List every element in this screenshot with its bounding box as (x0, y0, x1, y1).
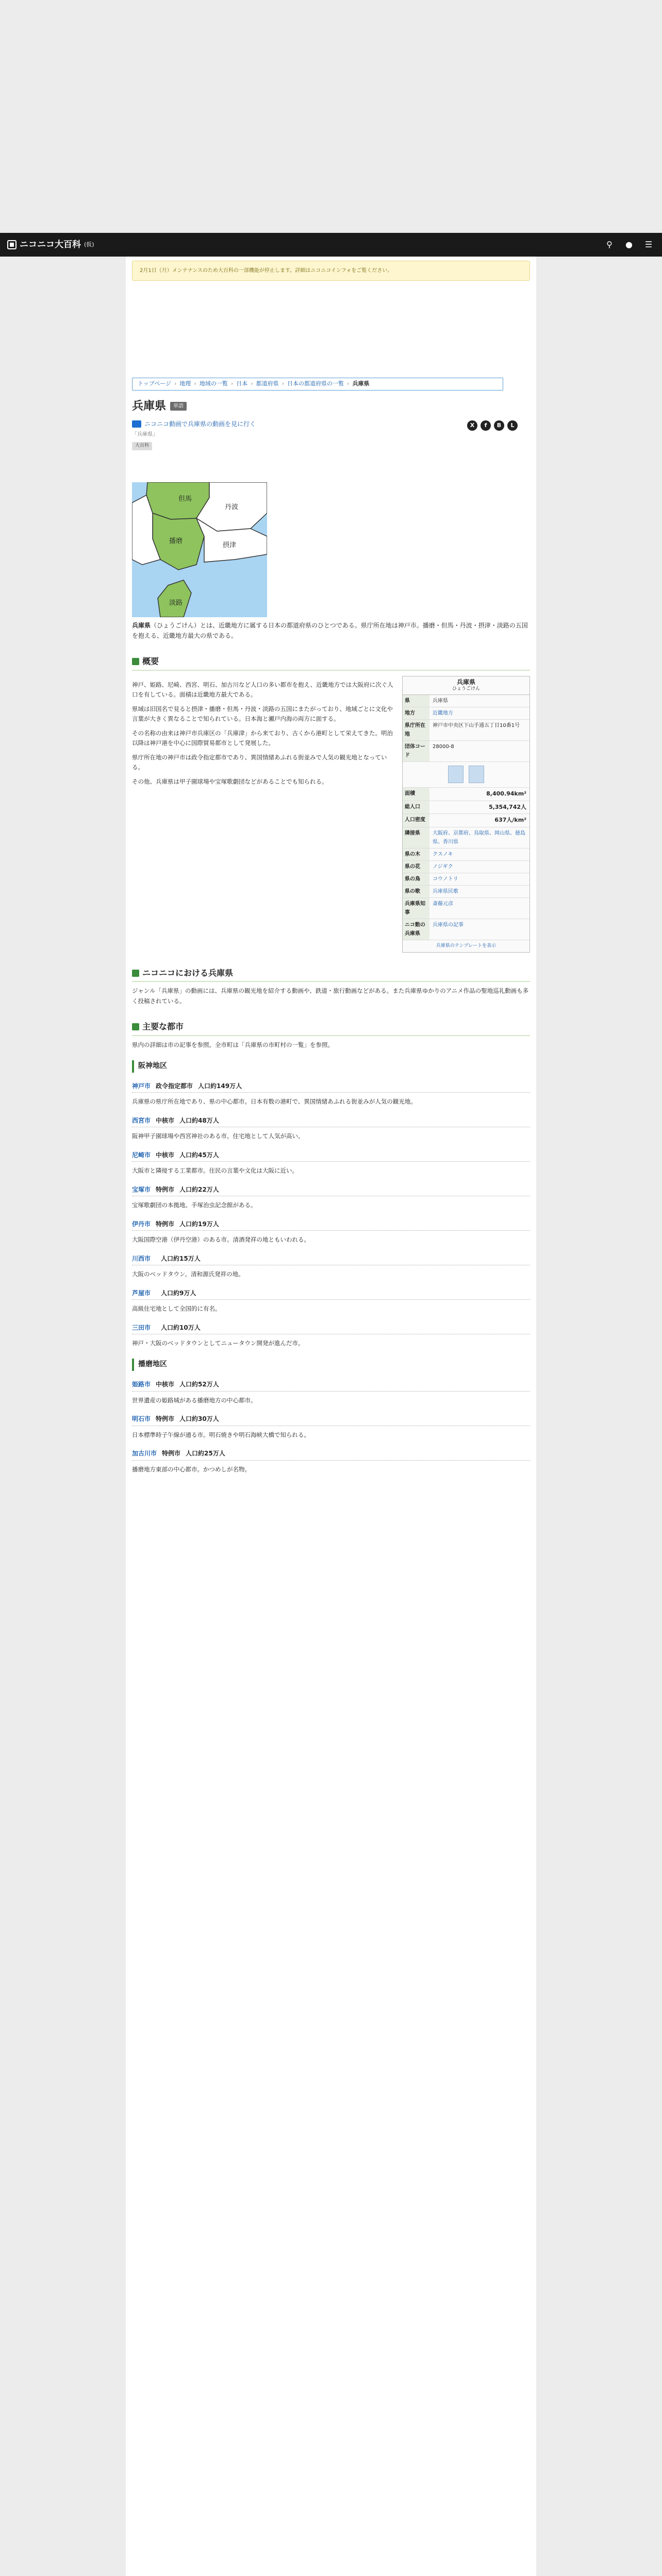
city-description: 日本標準時子午線が通る市。明石焼きや明石海峡大橋で知られる。 (132, 1431, 310, 1438)
city-description: 大阪市と隣接する工業都市。住民の言葉や文化は大阪に近い。 (132, 1167, 298, 1175)
menu-icon[interactable]: ☰ (644, 240, 653, 250)
page-title: 兵庫県 (132, 399, 167, 413)
city-description: 播磨地方東部の中心都市。かつめしが名物。 (132, 1465, 251, 1473)
city-description: 宝塚歌劇団の本拠地。手塚治虫記念館がある。 (132, 1201, 257, 1209)
city-description: 阪神甲子園球場や西宮神社のある市。住宅地として人気が高い。 (132, 1132, 304, 1140)
article-type-badge: 単語 (170, 402, 187, 411)
infobox-template-link[interactable]: 兵庫県のテンプレートを表示 (436, 943, 496, 948)
nico-logo-icon (7, 240, 16, 249)
meta-info: 「兵庫県」 (132, 432, 158, 438)
infobox-reading: ひょうごけん (452, 686, 480, 692)
breadcrumb-item[interactable]: 地理 (179, 380, 191, 387)
section-icon (132, 970, 139, 977)
overview-paragraph: その他、兵庫県は甲子園球場や宝塚歌劇団などがあることでも知られる。 (132, 777, 328, 785)
map-label: 摂津 (223, 541, 237, 549)
logo-text: ニコニコ大百科 (20, 239, 81, 250)
section-heading-cities: 主要な都市 (132, 1020, 530, 1036)
cities-intro: 県内の詳細は市の記事を参照。全市町は「兵庫県の市町村の一覧」を参照。 (132, 1041, 334, 1048)
region-heading: 阪神地区 (132, 1060, 530, 1073)
city-heading: 川西市 人口約15万人 (132, 1253, 530, 1265)
overview-paragraph: 県庁所在地の神戸市は政令指定都市であり、異国情緒あふれる街並みで人気の観光地となっている。 (132, 753, 387, 771)
overview-paragraph: その名称の由来は神戸市兵庫区の「兵庫津」から来ており、古くから港町として栄えてきた。明治以降は神戸港を中心に国際貿易都市として発展した。 (132, 729, 393, 747)
search-icon[interactable]: ⚲ (606, 240, 613, 250)
intro-paragraph (132, 620, 530, 641)
city-description: 世界遺産の姫路城がある播磨地方の中心都市。 (132, 1396, 257, 1404)
emblem-icon (469, 766, 484, 783)
line-share-icon[interactable]: L (507, 420, 518, 431)
breadcrumb-item[interactable]: 地域の一覧 (199, 380, 228, 387)
bell-icon[interactable]: ● (625, 240, 633, 250)
section-icon (132, 658, 139, 665)
meta-chip: 大百科 (132, 442, 152, 450)
city-heading: 神戸市 政令指定都市 人口約149万人 (132, 1081, 530, 1093)
section-icon (132, 1023, 139, 1030)
map-label: 淡路 (169, 599, 183, 607)
breadcrumb-item[interactable]: 日本 (236, 380, 248, 387)
breadcrumb-item[interactable]: トップページ (138, 380, 172, 387)
city-heading: 三田市 人口約10万人 (132, 1323, 530, 1334)
niconico-paragraph: ジャンル「兵庫県」の動画には、兵庫県の観光地を紹介する動画や、鉄道・旅行動画などがある。また兵庫県ゆかりのアニメ作品の聖地巡礼動画も多く投稿されている。 (132, 987, 529, 1005)
city-description: 高級住宅地として全国的に有名。 (132, 1305, 221, 1312)
breadcrumb: トップページ › 地理 › 地域の一覧 › 日本 › 都道府県 › 日本の都道府県の一覧 › 兵庫県 (132, 378, 503, 391)
city-heading: 加古川市 特例市 人口約25万人 (132, 1448, 530, 1460)
breadcrumb-current: 兵庫県 (352, 380, 370, 387)
hatena-share-icon[interactable]: B (494, 420, 504, 431)
flag-icon (448, 766, 464, 783)
city-heading: 姫路市 中核市 人口約52万人 (132, 1379, 530, 1391)
facebook-share-icon[interactable]: f (481, 420, 491, 431)
intro-term: 兵庫県 (132, 621, 151, 629)
city-description: 兵庫県の県庁所在地であり、県の中心都市。日本有数の港町で、異国情緒あふれる街並みが人気の観光地。 (132, 1098, 417, 1106)
region-heading: 播磨地区 (132, 1359, 530, 1371)
city-heading: 明石市 特例市 人口約30万人 (132, 1414, 530, 1426)
city-heading: 宝塚市 特例市 人口約22万人 (132, 1184, 530, 1196)
map-label: 但馬 (178, 495, 192, 503)
map-label: 播磨 (169, 537, 183, 545)
city-description: 神戸・大阪のベッドタウンとしてニュータウン開発が進んだ市。 (132, 1339, 304, 1347)
prefecture-map (132, 482, 267, 617)
city-heading: 西宮市 中核市 人口約48万人 (132, 1115, 530, 1127)
map-label: 丹波 (225, 503, 239, 511)
dougle-link-text[interactable]: ニコニコ動画で兵庫県の動画を見に行く (144, 420, 256, 428)
city-heading: 尼崎市 中核市 人口約45万人 (132, 1150, 530, 1162)
x-share-icon[interactable]: X (467, 420, 477, 431)
intro-text: （ひょうごけん）とは、近畿地方に属する日本の都道府県のひとつである。県庁所在地は神戸市。播磨・但馬・丹波・摂津・淡路の五国を抱える、近畿地方最大の県である。 (132, 621, 528, 639)
maintenance-notice: 2月1日（月）メンテナンスのため大百科の一部機能が停止します。詳細はニコニコインフォをご覧ください。 (132, 261, 530, 281)
infobox-images (403, 762, 529, 788)
section-heading-overview: 概要 (132, 654, 530, 670)
article-page (126, 257, 536, 2576)
city-description: 大阪のベッドタウン。清和源氏発祥の地。 (132, 1270, 244, 1278)
overview-paragraph: 神戸、姫路、尼崎、西宮、明石、加古川など人口の多い都市を抱え、近畿地方では大阪府に次ぐ人口を有している。面積は近畿地方最大である。 (132, 681, 393, 699)
site-header (0, 233, 662, 257)
section-heading-niconico: ニコニコにおける兵庫県 (132, 966, 530, 982)
city-description: 大阪国際空港（伊丹空港）のある市。清酒発祥の地ともいわれる。 (132, 1236, 310, 1244)
prefecture-infobox: 兵庫県 ひょうごけん 県 兵庫県 地方 近畿地方 県庁所在地 神戸市中央区下山手通五丁目10番1号 団体コード 28000-8 面積 8,400.94km² 総人口 5,354,742人 人口密度 637人/km² 隣接県 大阪府、京都府、鳥取県、岡山県、徳島県、香川県 県の木 クスノキ 県の花 ノジギク 県の鳥 コウノトリ 県の歌 兵庫県民歌 兵庫県知事 斎藤元彦 ニコ動の兵庫県 兵庫県の記事 兵庫県のテンプレートを表示 (402, 676, 530, 953)
city-heading: 伊丹市 特例市 人口約19万人 (132, 1219, 530, 1231)
breadcrumb-item[interactable]: 日本の都道府県の一覧 (287, 380, 344, 387)
infobox-title: 兵庫県 (456, 678, 475, 686)
breadcrumb-item[interactable]: 都道府県 (256, 380, 279, 387)
city-heading: 芦屋市 人口約9万人 (132, 1288, 530, 1300)
overview-paragraph: 県域は旧国名で見ると摂津・播磨・但馬・丹波・淡路の五国にまたがっており、地域ごとに文化や言葉が大きく異なることで知られている。日本海と瀬戸内海の両方に面する。 (132, 705, 393, 723)
tv-icon (132, 420, 141, 428)
site-logo[interactable] (7, 238, 94, 252)
share-buttons (467, 420, 518, 431)
logo-sub: (仮) (84, 241, 94, 248)
